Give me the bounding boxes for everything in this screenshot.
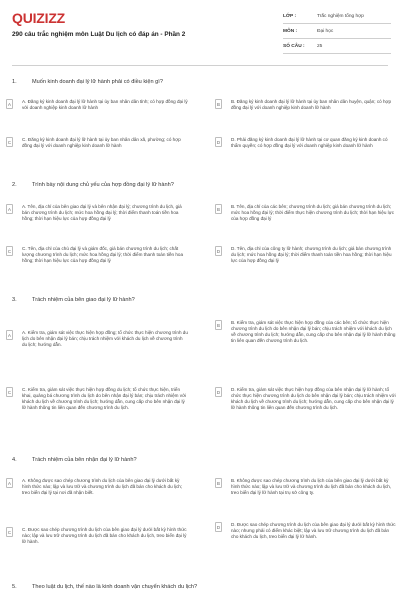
option-text: C. Kiểm tra, giám sát việc thực hiện hợp đồng du lịch; tổ chức thực hiện, triển khai, quảng bá chương trình du lịch do bên nhận đại lý bán; chịu trách nhiệm với khách du lịch về chương trình du lịch; hướng dẫn, cung cấp cho bên nhận đại lý lữ hành thông tin liên quan đến chương trình du lịch. [22,387,187,410]
option-text: D. Tên, địa chỉ của công ty lữ hành; chương trình du lịch; giá bán chương trình du lịch; mức hoa hồng đại lý; thời điểm thanh toán tiền hoa hồng; thời hạn hiệu lực của hợp đồng đại lý [231,246,392,263]
option-text: C. Được sao chép chương trình du lịch của bên giao đại lý dưới bất kỳ hình thức nào; lập và lưu trữ chương trình du lịch đã bán cho khách du lịch, treo biển đại lý lữ hành. [22,527,187,544]
option-letter-box[interactable]: D [215,246,222,256]
option-letter-box[interactable]: A [6,478,13,488]
question-number: 1. [12,79,17,85]
option-letter-box[interactable]: A [6,204,13,214]
option-letter-box[interactable]: C [6,527,13,537]
option-letter-box[interactable]: A [6,330,13,340]
meta-key: LỚP : [283,13,297,19]
option-text: A. Tên, địa chỉ của bên giao đại lý và bên nhận đại lý; chương trình du lịch, giá bán chương trình du lịch; mức hoa hồng đại lý; thời điểm thanh toán tiền hoa hồng; thời hạn hiệu lực của hợp đồng đại lý [22,204,182,221]
question-number: 4. [12,457,17,463]
question-number: 3. [12,297,17,303]
question-5 [12,582,388,592]
option-text: B. Tên, địa chỉ của các bên; chương trình du lịch; giá bán chương trình du lịch; mức hoa hồng đại lý; thời điểm thực hiện chương trình du lịch; thời hạn hiệu lực của hợp đồng đại lý [231,204,395,221]
option-letter-box[interactable]: B [215,478,222,488]
option-letter-box[interactable]: D [215,387,222,397]
question-4 [12,455,388,465]
question-text: Muốn kinh doanh đại lý lữ hành phải có điều kiện gì? [32,79,163,85]
question-text: Trách nhiệm của bên giao đại lý lữ hành? [32,297,135,303]
question-text: Trách nhiệm của bên nhận đại lý lữ hành? [32,457,137,463]
option-letter-box[interactable]: C [6,246,13,256]
option-letter-box[interactable]: B [215,99,222,109]
option-text: C. Đăng ký kinh doanh đại lý lữ hành tại ủy ban nhân dân xã, phường; có hợp đồng đại lý với doanh nghiệp kinh doanh lữ hành [22,137,181,148]
option-text: D. Được sao chép chương trình du lịch của bên giao đại lý dưới bất kỳ hình thức nào; nhưng phải có điểm khác biệt; lập và lưu trữ chương trình du lịch đã bán cho khách du lịch, treo biển đại lý lữ hành. [231,522,396,539]
header-divider [12,65,388,66]
option-letter-box[interactable]: C [6,387,13,397]
option-text: B. Đăng ký kinh doanh đại lý lữ hành tại ủy ban nhân dân huyện, quận; có hợp đồng đại lý với doanh nghiệp kinh doanh lữ hành [231,99,392,110]
meta-value: Trắc nghiệm tổng hợp [317,13,364,19]
question-text: Theo luật du lịch, thế nào là kinh doanh vận chuyển khách du lịch? [32,584,198,590]
option-text: D. Kiểm tra, giám sát việc thực hiện hợp đồng của bên nhận đại lý lữ hành; tổ chức thực hiện chương trình du lịch do bên nhận đại lý bán; chịu trách nhiệm với khách du lịch về chương trình du lịch; hướng dẫn, cung cấp cho bên nhận đại lý lữ hành thông tin liên quan đến chương trình du lịch. [231,387,396,410]
meta-table [283,9,391,54]
meta-row-question-count [283,39,391,54]
quizizz-logo: QUIZIZZ [12,10,66,26]
question-number: 5. [12,584,17,590]
option-text: C. Tên, địa chỉ của chủ đại lý và giám đốc, giá bán chương trình du lịch; chất lượng chương trình du lịch; mức hoa hồng đại lý; thời điểm thanh toán tiền hoa hồng; thời hạn hiệu lực của hợp đồng đại lý [22,246,184,263]
option-text: B. Không được sao chép chương trình du lịch của bên giao đại lý dưới bất kỳ hình thức nào; lập và lưu trữ và chương trình du lịch đã bán cho khách du lịch, treo biển đại lý lữ hành tại trụ sở công ty. [231,478,392,495]
page-title: 290 câu trắc nghiệm môn Luật Du lịch có đáp án - Phần 2 [12,31,186,38]
option-text: A. Đăng ký kinh doanh đại lý lữ hành tại ủy ban nhân dân tỉnh; có hợp đồng đại lý với doanh nghiệp kinh doanh lữ hành [22,99,188,110]
option-letter-box[interactable]: D [215,137,222,147]
meta-key: SỐ CÂU : [283,43,305,49]
meta-row-subject [283,24,391,39]
option-letter-box[interactable]: C [6,137,13,147]
question-number: 2. [12,182,17,188]
question-1 [12,77,388,87]
option-letter-box[interactable]: D [215,522,222,532]
option-letter-box[interactable]: B [215,204,222,214]
option-text: A. Kiểm tra, giám sát việc thực hiện hợp đồng; tổ chức thực hiện chương trình du lịch do bên nhận đại lý bán; chịu trách nhiệm với khách du lịch về chương trình du lịch; hướng dẫn. [22,330,188,347]
meta-key: MÔN : [283,28,298,34]
option-text: D. Phải đăng ký kinh doanh đại lý lữ hành tại cơ quan đăng ký kinh doanh có thẩm quyền; có hợp đồng đại lý với doanh nghiệp kinh doanh lữ hành [231,137,388,148]
question-2 [12,180,388,190]
option-text: A. Không được sao chép chương trình du lịch của bên giao đại lý dưới bất kỳ hình thức nào; lập và lưu trữ và chương trình du lịch đã bán cho khách du lịch; treo biển đại lý tại nơi đã nhận biết. [22,478,183,495]
meta-value: 25 [317,43,323,49]
option-letter-box[interactable]: B [215,320,222,330]
option-text: B. Kiểm tra, giám sát việc thực hiện hợp đồng của các bên; tổ chức thực hiện chương trình du lịch do bên nhận đại lý bán; chịu trách nhiệm với khách du lịch về chương trình du lịch; hướng dẫn, cung cấp cho bên nhận đại lý lữ hành thông tin liên quan đến chương trình du lịch. [231,320,396,343]
meta-row-class [283,9,391,24]
option-letter-box[interactable]: A [6,99,13,109]
question-text: Trình bày nội dung chủ yếu của hợp đồng đại lý lữ hành? [32,182,174,188]
meta-value: Đại học [317,28,334,34]
question-3 [12,295,388,305]
